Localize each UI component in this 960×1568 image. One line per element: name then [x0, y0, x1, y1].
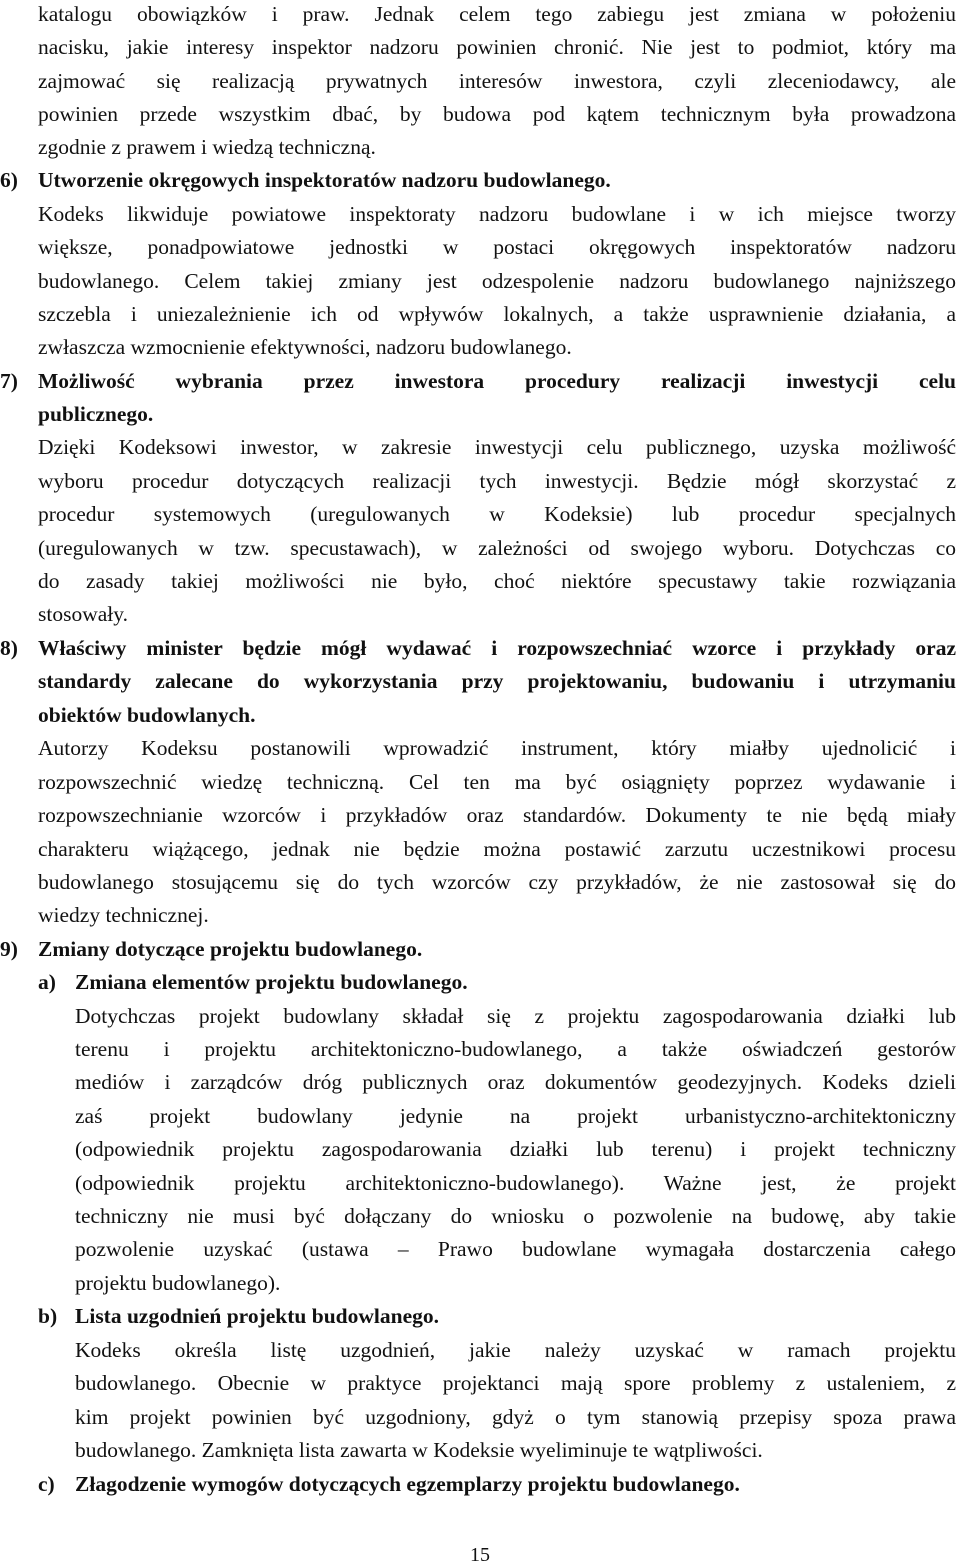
intro-line: zgodnie z prawem i wiedzą techniczną.: [38, 135, 376, 159]
section-9a-body-line: projektu budowlanego).: [75, 1271, 281, 1295]
section-9b-body-line: Kodeks określa listę uzgodnień, jakie należy uzyskać w ramach projektu: [75, 1338, 956, 1362]
section-7-title: Możliwość wybrania przez inwestora procedury realizacji inwestycji celu: [38, 369, 956, 393]
section-9a-body-line: Dotychczas projekt budowlany składał się z projektu zagospodarowania działki lub: [75, 1004, 956, 1028]
section-8-number: 8): [0, 636, 18, 660]
section-8-body-line: wiedzy technicznej.: [38, 903, 209, 927]
section-8-body-line: Autorzy Kodeksu postanowili wprowadzić instrument, który miałby ujednolicić i: [38, 736, 956, 760]
section-7-body-line: Dzięki Kodeksowi inwestor, w zakresie inwestycji celu publicznego, uzyska możliwość: [38, 435, 956, 459]
section-6-heading: [0, 163, 956, 197]
section-8-heading: [0, 631, 956, 665]
section-7-body-line: stosowały.: [38, 602, 128, 626]
section-9-number: 9): [0, 937, 18, 961]
section-7-heading: [0, 364, 956, 398]
section-9-title: Zmiany dotyczące projektu budowlanego.: [38, 937, 423, 961]
section-9b-number: b): [38, 1304, 58, 1328]
section-8-title-cont: obiektów budowlanych.: [38, 703, 256, 727]
section-6-body-line: budowlanego. Celem takiej zmiany jest odzespolenie nadzoru budowlanego najniższego: [38, 269, 956, 293]
section-6-body-line: większe, ponadpowiatowe jednostki w postaci okręgowych inspektoratów nadzoru: [38, 235, 956, 259]
section-9c-title: Złagodzenie wymogów dotyczących egzemplarzy projektu budowlanego.: [75, 1472, 740, 1496]
section-8-body-line: charakteru wiążącego, jednak nie będzie można postawić zarzutu uczestnikowi procesu: [38, 837, 956, 861]
section-6-title: Utworzenie okręgowych inspektoratów nadzoru budowlanego.: [38, 168, 611, 192]
section-9a-body-line: (odpowiednik projektu zagospodarowania działki lub terenu) i projekt techniczny: [75, 1137, 956, 1161]
intro-line: katalogu obowiązków i praw. Jednak celem tego zabiegu jest zmiana w położeniu: [38, 2, 956, 26]
section-8-body-line: rozpowszechnić wiedzę techniczną. Cel ten ma być osiągnięty poprzez wydawanie i: [38, 770, 956, 794]
intro-line: nacisku, jakie interesy inspektor nadzoru powinien chronić. Nie jest to podmiot, który ma: [38, 35, 956, 59]
section-7-number: 7): [0, 369, 18, 393]
section-9-heading: [0, 932, 956, 966]
section-9b-body-line: budowlanego. Obecnie w praktyce projektanci mają spore problemy z ustaleniem, z: [75, 1371, 956, 1395]
section-9a-body-line: (odpowiednik projektu architektoniczno-budowlanego). Ważne jest, że projekt: [75, 1171, 956, 1195]
section-9b-heading: [38, 1299, 956, 1333]
section-7-body-line: do zasady takiej możliwości nie było, choć niektóre specustawy takie rozwiązania: [38, 569, 956, 593]
section-9a-heading: [38, 965, 956, 999]
section-7-body-line: procedur systemowych (uregulowanych w Kodeksie) lub procedur specjalnych: [38, 502, 956, 526]
section-7-body-line: (uregulowanych w tzw. specustawach), w zależności od swojego wyboru. Dotychczas co: [38, 536, 956, 560]
intro-line: zajmować się realizacją prywatnych interesów inwestora, czyli zleceniodawcy, ale: [38, 69, 956, 93]
section-9b-title: Lista uzgodnień projektu budowlanego.: [75, 1304, 439, 1328]
section-9c-heading: [38, 1467, 956, 1501]
section-9c-number: c): [38, 1472, 55, 1496]
section-8-body-line: budowlanego stosującemu się do tych wzorców czy przykładów, że nie zastosował się do: [38, 870, 956, 894]
section-9a-body-line: zaś projekt budowlany jedynie na projekt urbanistyczno-architektoniczny: [75, 1104, 956, 1128]
section-9b-body-line: kim projekt powinien być uzgodniony, gdyż o tym stanowią przepisy spoza prawa: [75, 1405, 956, 1429]
section-9b-body-line: budowlanego. Zamknięta lista zawarta w Kodeksie wyeliminuje te wątpliwości.: [75, 1438, 763, 1462]
section-6-number: 6): [0, 168, 18, 192]
section-6-body-line: szczebla i uniezależnienie ich od wpływów lokalnych, a także usprawnienie działania, a: [38, 302, 956, 326]
section-9a-title: Zmiana elementów projektu budowlanego.: [75, 970, 468, 994]
section-6-body-line: Kodeks likwiduje powiatowe inspektoraty nadzoru budowlane i w ich miejsce tworzy: [38, 202, 956, 226]
intro-line: powinien przede wszystkim dbać, by budowa pod kątem technicznym była prowadzona: [38, 102, 956, 126]
section-7-title-cont: publicznego.: [38, 402, 154, 426]
section-7-body-line: wyboru procedur dotyczących realizacji tych inwestycji. Będzie mógł skorzystać z: [38, 469, 956, 493]
section-9a-body-line: pozwolenie uzyskać (ustawa – Prawo budowlane wymagała dostarczenia całego: [75, 1237, 956, 1261]
section-9a-body-line: terenu i projektu architektoniczno-budowlanego, a także oświadczeń gestorów: [75, 1037, 956, 1061]
section-8-body-line: rozpowszechnianie wzorców i przykładów oraz standardów. Dokumenty te nie będą miały: [38, 803, 956, 827]
section-8-title: Właściwy minister będzie mógł wydawać i rozpowszechniać wzorce i przykłady oraz: [38, 636, 956, 660]
section-9a-body-line: mediów i zarządców dróg publicznych oraz dokumentów geodezyjnych. Kodeks dzieli: [75, 1070, 956, 1094]
section-6-body-line: zwłaszcza wzmocnienie efektywności, nadzoru budowlanego.: [38, 335, 572, 359]
page-number: 15: [470, 1544, 490, 1566]
section-9a-body-line: techniczny nie musi być dołączany do wniosku o pozwolenie na budowę, aby takie: [75, 1204, 956, 1228]
section-9a-number: a): [38, 970, 56, 994]
section-8-title-cont: standardy zalecane do wykorzystania przy projektowaniu, budowaniu i utrzymaniu: [38, 669, 956, 693]
